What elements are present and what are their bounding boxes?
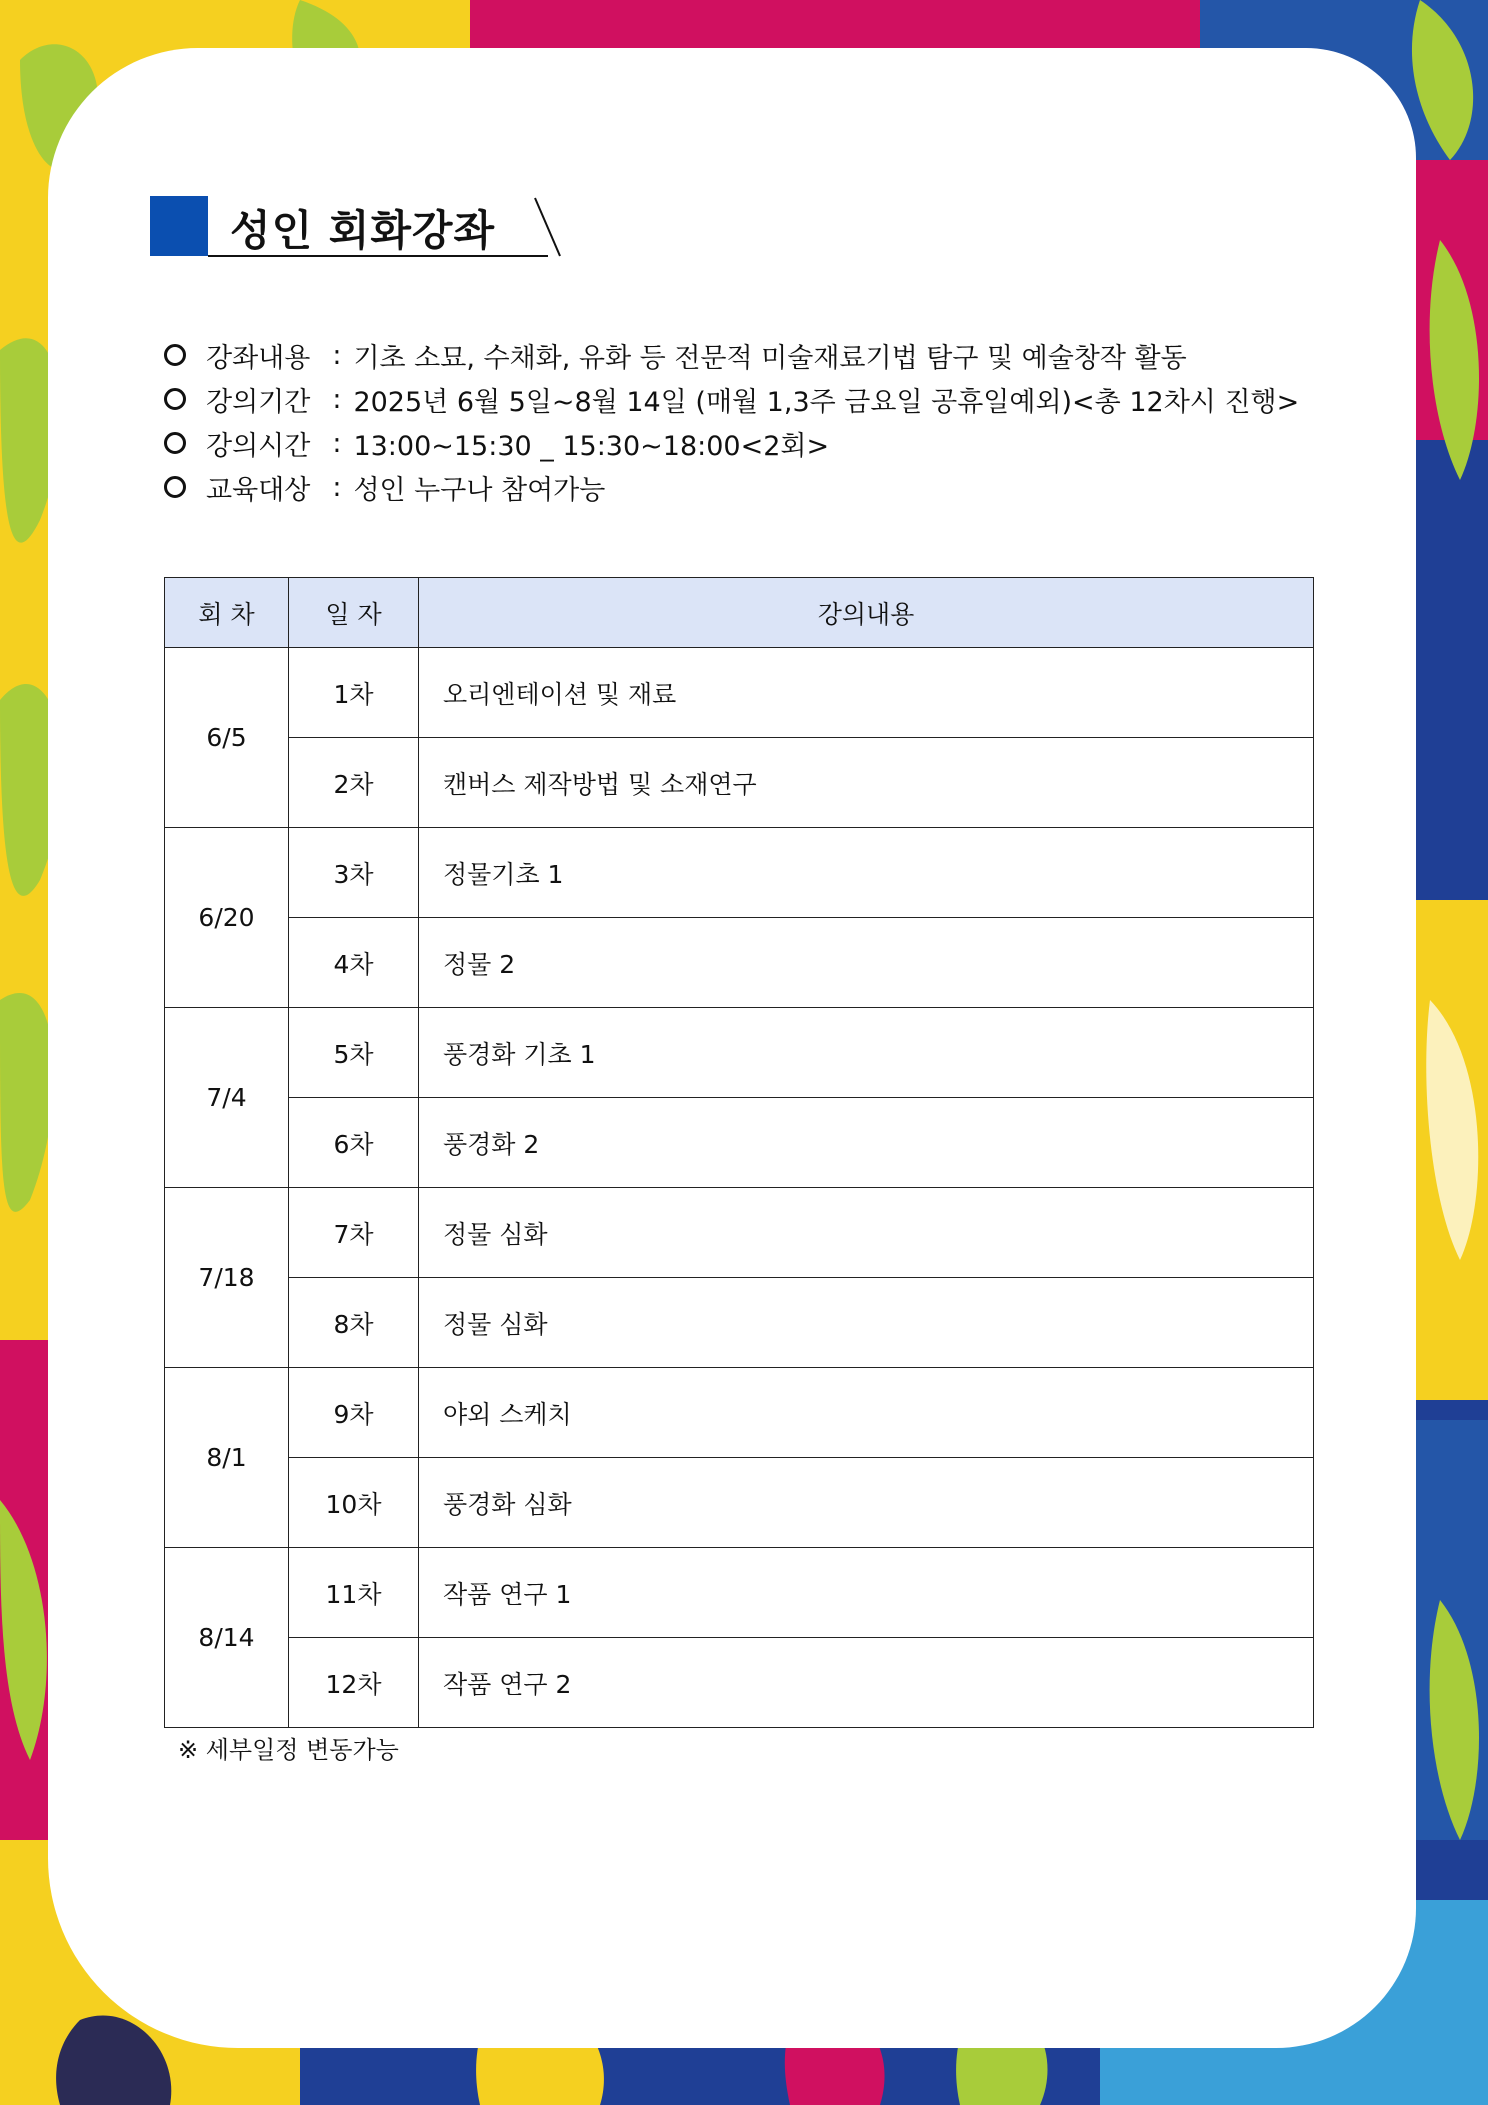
session-cell: 2차 [289, 738, 419, 828]
date-cell: 8/1 [165, 1368, 289, 1548]
content-cell: 야외 스케치 [419, 1368, 1314, 1458]
table-row [165, 648, 1314, 738]
info-separator: : [332, 339, 342, 371]
info-value: 13:00~15:30 _ 15:30~18:00<2회> [353, 430, 830, 462]
session-cell: 6차 [289, 1098, 419, 1188]
title-slash-decoration [150, 196, 562, 258]
info-item [164, 421, 1299, 465]
info-separator: : [332, 427, 342, 459]
table-row [165, 1188, 1314, 1278]
schedule-change-note: ※ 세부일정 변동가능 [178, 1736, 399, 1764]
content-cell: 정물 심화 [419, 1278, 1314, 1368]
table-row [165, 738, 1314, 828]
table-row [165, 1008, 1314, 1098]
schedule-table [164, 577, 1314, 1728]
session-cell: 7차 [289, 1188, 419, 1278]
circle-bullet-icon [164, 432, 186, 454]
session-cell: 1차 [289, 648, 419, 738]
info-separator: : [332, 383, 342, 415]
session-cell: 4차 [289, 918, 419, 1008]
header-round: 회 차 [165, 578, 289, 648]
table-row [165, 828, 1314, 918]
table-row [165, 1368, 1314, 1458]
session-cell: 8차 [289, 1278, 419, 1368]
session-cell: 10차 [289, 1458, 419, 1548]
info-value: 기초 소묘, 수채화, 유화 등 전문적 미술재료기법 탐구 및 예술창작 활동 [353, 342, 1187, 374]
content-cell: 정물 2 [419, 918, 1314, 1008]
session-cell: 3차 [289, 828, 419, 918]
info-separator: : [332, 471, 342, 503]
date-cell: 8/14 [165, 1548, 289, 1728]
section-title [150, 196, 562, 258]
table-row [165, 1548, 1314, 1638]
circle-bullet-icon [164, 388, 186, 410]
session-cell: 5차 [289, 1008, 419, 1098]
date-cell: 7/4 [165, 1008, 289, 1188]
session-cell: 11차 [289, 1548, 419, 1638]
date-cell: 7/18 [165, 1188, 289, 1368]
header-date: 일 자 [289, 578, 419, 648]
info-label: 강의시간 [206, 430, 311, 462]
table-row [165, 1458, 1314, 1548]
table-row [165, 1098, 1314, 1188]
info-item [164, 465, 1299, 509]
info-label: 강좌내용 [206, 342, 311, 374]
info-item [164, 377, 1299, 421]
info-label: 교육대상 [206, 474, 311, 506]
table-row [165, 918, 1314, 1008]
date-cell: 6/20 [165, 828, 289, 1008]
info-value: 2025년 6월 5일~8월 14일 (매월 1,3주 금요일 공휴일예외)<총 12차시 진행> [353, 386, 1300, 418]
content-cell: 풍경화 2 [419, 1098, 1314, 1188]
content-cell: 정물기초 1 [419, 828, 1314, 918]
table-row [165, 1638, 1314, 1728]
header-content: 강의내용 [419, 578, 1314, 648]
content-cell: 풍경화 심화 [419, 1458, 1314, 1548]
info-item [164, 333, 1299, 377]
circle-bullet-icon [164, 476, 186, 498]
date-cell: 6/5 [165, 648, 289, 828]
table-header-row [165, 578, 1314, 648]
session-cell: 12차 [289, 1638, 419, 1728]
course-info-list [164, 333, 1299, 509]
session-cell: 9차 [289, 1368, 419, 1458]
content-cell: 작품 연구 2 [419, 1638, 1314, 1728]
content-cell: 풍경화 기초 1 [419, 1008, 1314, 1098]
content-cell: 정물 심화 [419, 1188, 1314, 1278]
content-cell: 작품 연구 1 [419, 1548, 1314, 1638]
table-row [165, 1278, 1314, 1368]
content-cell: 캔버스 제작방법 및 소재연구 [419, 738, 1314, 828]
page-title: 성인 회화강좌 [230, 206, 496, 255]
content-cell: 오리엔테이션 및 재료 [419, 648, 1314, 738]
info-label: 강의기간 [206, 386, 311, 418]
circle-bullet-icon [164, 344, 186, 366]
info-value: 성인 누구나 참여가능 [353, 474, 606, 506]
